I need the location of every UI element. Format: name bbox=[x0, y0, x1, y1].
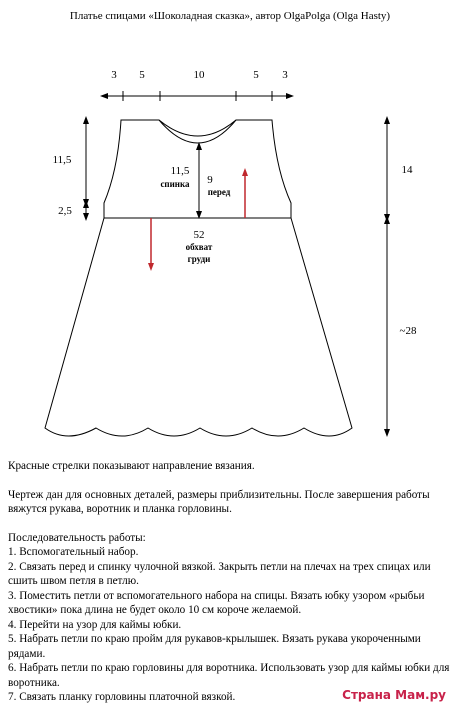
step-item: 1. Вспомогательный набор. bbox=[8, 546, 139, 558]
chest-label-1: обхват bbox=[185, 242, 213, 252]
armhole-height-label: 11,5 bbox=[52, 154, 72, 166]
chest-label-2: груди bbox=[187, 254, 211, 264]
step-item: 6. Набрать петли по краю горловины для воротника. Использовать узор для каймы юбки для воротника. bbox=[8, 662, 450, 689]
side-bottom-label: 2,5 bbox=[58, 205, 72, 217]
width-label-4: 5 bbox=[253, 69, 259, 81]
width-label-2: 5 bbox=[139, 69, 145, 81]
bodice-total-label: 14 bbox=[401, 164, 413, 176]
top-width-dimension bbox=[104, 91, 290, 101]
width-label-1: 3 bbox=[111, 69, 117, 81]
width-label-3: 10 bbox=[193, 69, 205, 81]
watermark-logo: Страна Мам.ру bbox=[342, 688, 446, 702]
drawing-note: Чертеж дан для основных деталей, размеры приблизительны. После завершения работы вяжутся рукава, воротник и планка горловины. bbox=[8, 488, 430, 515]
steps-title: Последовательность работы: bbox=[8, 531, 146, 544]
back-height-label: 11,5 bbox=[170, 165, 190, 177]
arrows-note: Красные стрелки показывают направление вязания. bbox=[8, 460, 255, 472]
step-item: 2. Связать перед и спинку чулочной вязкой. Закрыть петли на плечах на трех спицах или сшить швом петля в петлю. bbox=[8, 560, 431, 587]
width-label-5: 3 bbox=[282, 69, 288, 81]
step-item: 3. Поместить петли от вспомогательного набора на спицы. Вязать юбку узором «рыбьи хвостики» пока длина не будет около 10 см короче желаемой. bbox=[8, 589, 425, 616]
instructions bbox=[8, 459, 454, 705]
back-label: спинка bbox=[160, 179, 190, 189]
step-item: 7. Связать планку горловины платочной вязкой. bbox=[8, 691, 236, 703]
page-title: Платье спицами «Шоколадная сказка», автор OlgaPolga (Olga Hasty) bbox=[69, 10, 391, 22]
step-item: 4. Перейти на узор для каймы юбки. bbox=[8, 618, 182, 631]
step-item: 5. Набрать петли по краю пройм для рукавов-крылышек. Вязать рукава укороченными рядами. bbox=[8, 633, 421, 660]
front-label: перед bbox=[207, 187, 231, 197]
front-height-label: 9 bbox=[207, 174, 213, 186]
skirt-length-label: ~28 bbox=[399, 325, 417, 337]
chest-value: 52 bbox=[193, 229, 205, 241]
